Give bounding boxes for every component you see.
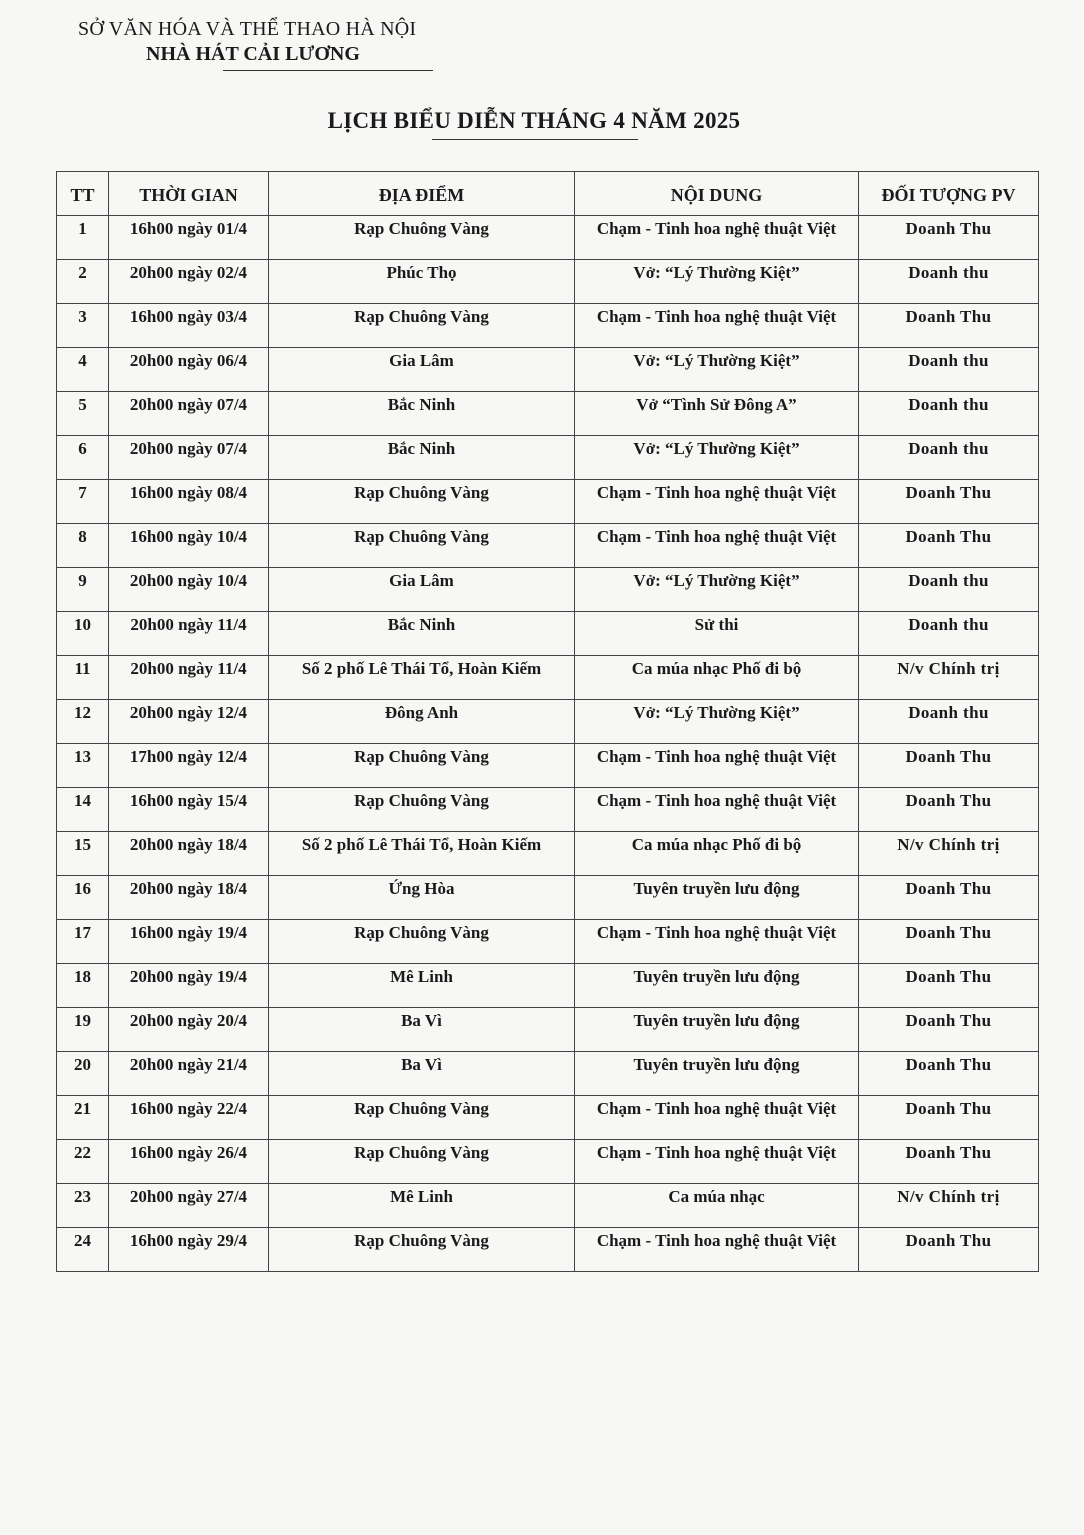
table-row: [57, 656, 1039, 700]
cell-target: Doanh thu: [859, 436, 1039, 480]
cell-target: Doanh Thu: [859, 744, 1039, 788]
table-row: [57, 304, 1039, 348]
table-row: [57, 964, 1039, 1008]
cell-time: 20h00 ngày 18/4: [109, 832, 269, 876]
title-underline: [432, 139, 638, 140]
cell-place: Rạp Chuông Vàng: [269, 920, 575, 964]
cell-time: 20h00 ngày 12/4: [109, 700, 269, 744]
cell-time: 16h00 ngày 29/4: [109, 1228, 269, 1272]
table-row: [57, 348, 1039, 392]
cell-time: 20h00 ngày 02/4: [109, 260, 269, 304]
table-row: [57, 436, 1039, 480]
cell-time: 16h00 ngày 26/4: [109, 1140, 269, 1184]
cell-target: Doanh Thu: [859, 1140, 1039, 1184]
cell-place: Rạp Chuông Vàng: [269, 1228, 575, 1272]
table-row: [57, 876, 1039, 920]
cell-target: Doanh Thu: [859, 876, 1039, 920]
header-content: NỘI DUNG: [575, 172, 859, 216]
cell-time: 16h00 ngày 01/4: [109, 216, 269, 260]
cell-tt: 16: [57, 876, 109, 920]
cell-time: 20h00 ngày 06/4: [109, 348, 269, 392]
cell-place: Gia Lâm: [269, 568, 575, 612]
cell-tt: 18: [57, 964, 109, 1008]
cell-content: Vở: “Lý Thường Kiệt”: [575, 260, 859, 304]
cell-content: Tuyên truyền lưu động: [575, 1052, 859, 1096]
cell-target: Doanh Thu: [859, 1052, 1039, 1096]
cell-time: 20h00 ngày 10/4: [109, 568, 269, 612]
cell-target: Doanh Thu: [859, 524, 1039, 568]
cell-place: Rạp Chuông Vàng: [269, 1140, 575, 1184]
header-time: THỜI GIAN: [109, 172, 269, 216]
table-row: [57, 1140, 1039, 1184]
cell-target: Doanh Thu: [859, 1228, 1039, 1272]
cell-place: Rạp Chuông Vàng: [269, 744, 575, 788]
cell-time: 20h00 ngày 27/4: [109, 1184, 269, 1228]
cell-place: Gia Lâm: [269, 348, 575, 392]
cell-content: Vở “Tình Sử Đông A”: [575, 392, 859, 436]
cell-place: Ba Vì: [269, 1052, 575, 1096]
cell-tt: 8: [57, 524, 109, 568]
cell-place: Ba Vì: [269, 1008, 575, 1052]
cell-place: Số 2 phố Lê Thái Tổ, Hoàn Kiếm: [269, 832, 575, 876]
cell-tt: 12: [57, 700, 109, 744]
cell-time: 20h00 ngày 19/4: [109, 964, 269, 1008]
cell-time: 16h00 ngày 22/4: [109, 1096, 269, 1140]
table-header-row: [57, 172, 1039, 216]
cell-content: Ca múa nhạc: [575, 1184, 859, 1228]
cell-tt: 3: [57, 304, 109, 348]
document-header: [78, 18, 458, 71]
table-row: [57, 700, 1039, 744]
table-row: [57, 832, 1039, 876]
table-row: [57, 612, 1039, 656]
cell-time: 20h00 ngày 07/4: [109, 436, 269, 480]
cell-tt: 17: [57, 920, 109, 964]
cell-place: Mê Linh: [269, 964, 575, 1008]
table-body: [57, 216, 1039, 1272]
cell-content: Ca múa nhạc Phố đi bộ: [575, 656, 859, 700]
cell-place: Bắc Ninh: [269, 392, 575, 436]
theatre-name: NHÀ HÁT CẢI LƯƠNG: [146, 43, 360, 65]
cell-content: Vở: “Lý Thường Kiệt”: [575, 568, 859, 612]
cell-target: Doanh thu: [859, 260, 1039, 304]
cell-time: 20h00 ngày 21/4: [109, 1052, 269, 1096]
cell-tt: 13: [57, 744, 109, 788]
cell-tt: 5: [57, 392, 109, 436]
cell-tt: 7: [57, 480, 109, 524]
table-row: [57, 568, 1039, 612]
table-row: [57, 524, 1039, 568]
header-place: ĐỊA ĐIỂM: [269, 172, 575, 216]
cell-target: Doanh Thu: [859, 964, 1039, 1008]
cell-tt: 1: [57, 216, 109, 260]
department-name: SỞ VĂN HÓA VÀ THỂ THAO HÀ NỘI: [78, 18, 417, 40]
cell-target: Doanh Thu: [859, 480, 1039, 524]
cell-content: Chạm - Tinh hoa nghệ thuật Việt: [575, 524, 859, 568]
cell-tt: 20: [57, 1052, 109, 1096]
table-row: [57, 1096, 1039, 1140]
cell-content: Chạm - Tinh hoa nghệ thuật Việt: [575, 920, 859, 964]
cell-tt: 22: [57, 1140, 109, 1184]
cell-content: Chạm - Tinh hoa nghệ thuật Việt: [575, 304, 859, 348]
cell-place: Rạp Chuông Vàng: [269, 216, 575, 260]
table-row: [57, 1008, 1039, 1052]
cell-content: Chạm - Tinh hoa nghệ thuật Việt: [575, 1228, 859, 1272]
cell-target: Doanh Thu: [859, 216, 1039, 260]
cell-place: Bắc Ninh: [269, 612, 575, 656]
cell-content: Chạm - Tinh hoa nghệ thuật Việt: [575, 1096, 859, 1140]
cell-time: 16h00 ngày 03/4: [109, 304, 269, 348]
table-row: [57, 744, 1039, 788]
cell-target: Doanh Thu: [859, 1096, 1039, 1140]
cell-place: Ứng Hòa: [269, 876, 575, 920]
table-row: [57, 260, 1039, 304]
cell-time: 16h00 ngày 15/4: [109, 788, 269, 832]
header-underline: [223, 70, 433, 71]
cell-place: Mê Linh: [269, 1184, 575, 1228]
cell-target: Doanh Thu: [859, 304, 1039, 348]
cell-content: Chạm - Tinh hoa nghệ thuật Việt: [575, 480, 859, 524]
table-row: [57, 788, 1039, 832]
cell-place: Rạp Chuông Vàng: [269, 304, 575, 348]
cell-content: Chạm - Tinh hoa nghệ thuật Việt: [575, 216, 859, 260]
cell-tt: 19: [57, 1008, 109, 1052]
cell-tt: 2: [57, 260, 109, 304]
cell-target: N/v Chính trị: [859, 1184, 1039, 1228]
cell-target: Doanh thu: [859, 612, 1039, 656]
header-target: ĐỐI TƯỢNG PV: [859, 172, 1039, 216]
cell-time: 17h00 ngày 12/4: [109, 744, 269, 788]
cell-place: Rạp Chuông Vàng: [269, 524, 575, 568]
cell-place: Rạp Chuông Vàng: [269, 1096, 575, 1140]
cell-target: Doanh Thu: [859, 788, 1039, 832]
cell-tt: 6: [57, 436, 109, 480]
cell-content: Tuyên truyền lưu động: [575, 964, 859, 1008]
cell-tt: 10: [57, 612, 109, 656]
table-row: [57, 216, 1039, 260]
cell-place: Bắc Ninh: [269, 436, 575, 480]
table-row: [57, 1228, 1039, 1272]
cell-target: Doanh thu: [859, 700, 1039, 744]
table-row: [57, 392, 1039, 436]
header-tt: TT: [57, 172, 109, 216]
cell-time: 20h00 ngày 11/4: [109, 612, 269, 656]
cell-place: Rạp Chuông Vàng: [269, 788, 575, 832]
table-row: [57, 1184, 1039, 1228]
cell-target: Doanh thu: [859, 348, 1039, 392]
cell-target: Doanh Thu: [859, 1008, 1039, 1052]
cell-place: Phúc Thọ: [269, 260, 575, 304]
cell-content: Vở: “Lý Thường Kiệt”: [575, 700, 859, 744]
cell-tt: 14: [57, 788, 109, 832]
cell-content: Chạm - Tinh hoa nghệ thuật Việt: [575, 1140, 859, 1184]
document-title: LỊCH BIỂU DIỄN THÁNG 4 NĂM 2025: [327, 108, 741, 133]
cell-tt: 11: [57, 656, 109, 700]
cell-tt: 4: [57, 348, 109, 392]
cell-content: Sử thi: [575, 612, 859, 656]
table-row: [57, 1052, 1039, 1096]
cell-content: Chạm - Tinh hoa nghệ thuật Việt: [575, 744, 859, 788]
cell-tt: 9: [57, 568, 109, 612]
cell-time: 16h00 ngày 19/4: [109, 920, 269, 964]
cell-content: Vở: “Lý Thường Kiệt”: [575, 348, 859, 392]
cell-place: Số 2 phố Lê Thái Tổ, Hoàn Kiếm: [269, 656, 575, 700]
cell-target: Doanh Thu: [859, 920, 1039, 964]
cell-time: 16h00 ngày 08/4: [109, 480, 269, 524]
table-row: [57, 920, 1039, 964]
cell-content: Chạm - Tinh hoa nghệ thuật Việt: [575, 788, 859, 832]
cell-target: Doanh thu: [859, 392, 1039, 436]
cell-content: Vở: “Lý Thường Kiệt”: [575, 436, 859, 480]
cell-tt: 15: [57, 832, 109, 876]
cell-tt: 23: [57, 1184, 109, 1228]
cell-time: 20h00 ngày 11/4: [109, 656, 269, 700]
schedule-table: [56, 171, 1039, 1272]
table-row: [57, 480, 1039, 524]
cell-target: Doanh thu: [859, 568, 1039, 612]
cell-time: 20h00 ngày 07/4: [109, 392, 269, 436]
cell-time: 20h00 ngày 18/4: [109, 876, 269, 920]
cell-time: 16h00 ngày 10/4: [109, 524, 269, 568]
cell-target: N/v Chính trị: [859, 832, 1039, 876]
cell-place: Đông Anh: [269, 700, 575, 744]
cell-target: N/v Chính trị: [859, 656, 1039, 700]
cell-content: Ca múa nhạc Phố đi bộ: [575, 832, 859, 876]
cell-content: Tuyên truyền lưu động: [575, 1008, 859, 1052]
cell-place: Rạp Chuông Vàng: [269, 480, 575, 524]
cell-content: Tuyên truyền lưu động: [575, 876, 859, 920]
cell-tt: 21: [57, 1096, 109, 1140]
cell-tt: 24: [57, 1228, 109, 1272]
cell-time: 20h00 ngày 20/4: [109, 1008, 269, 1052]
